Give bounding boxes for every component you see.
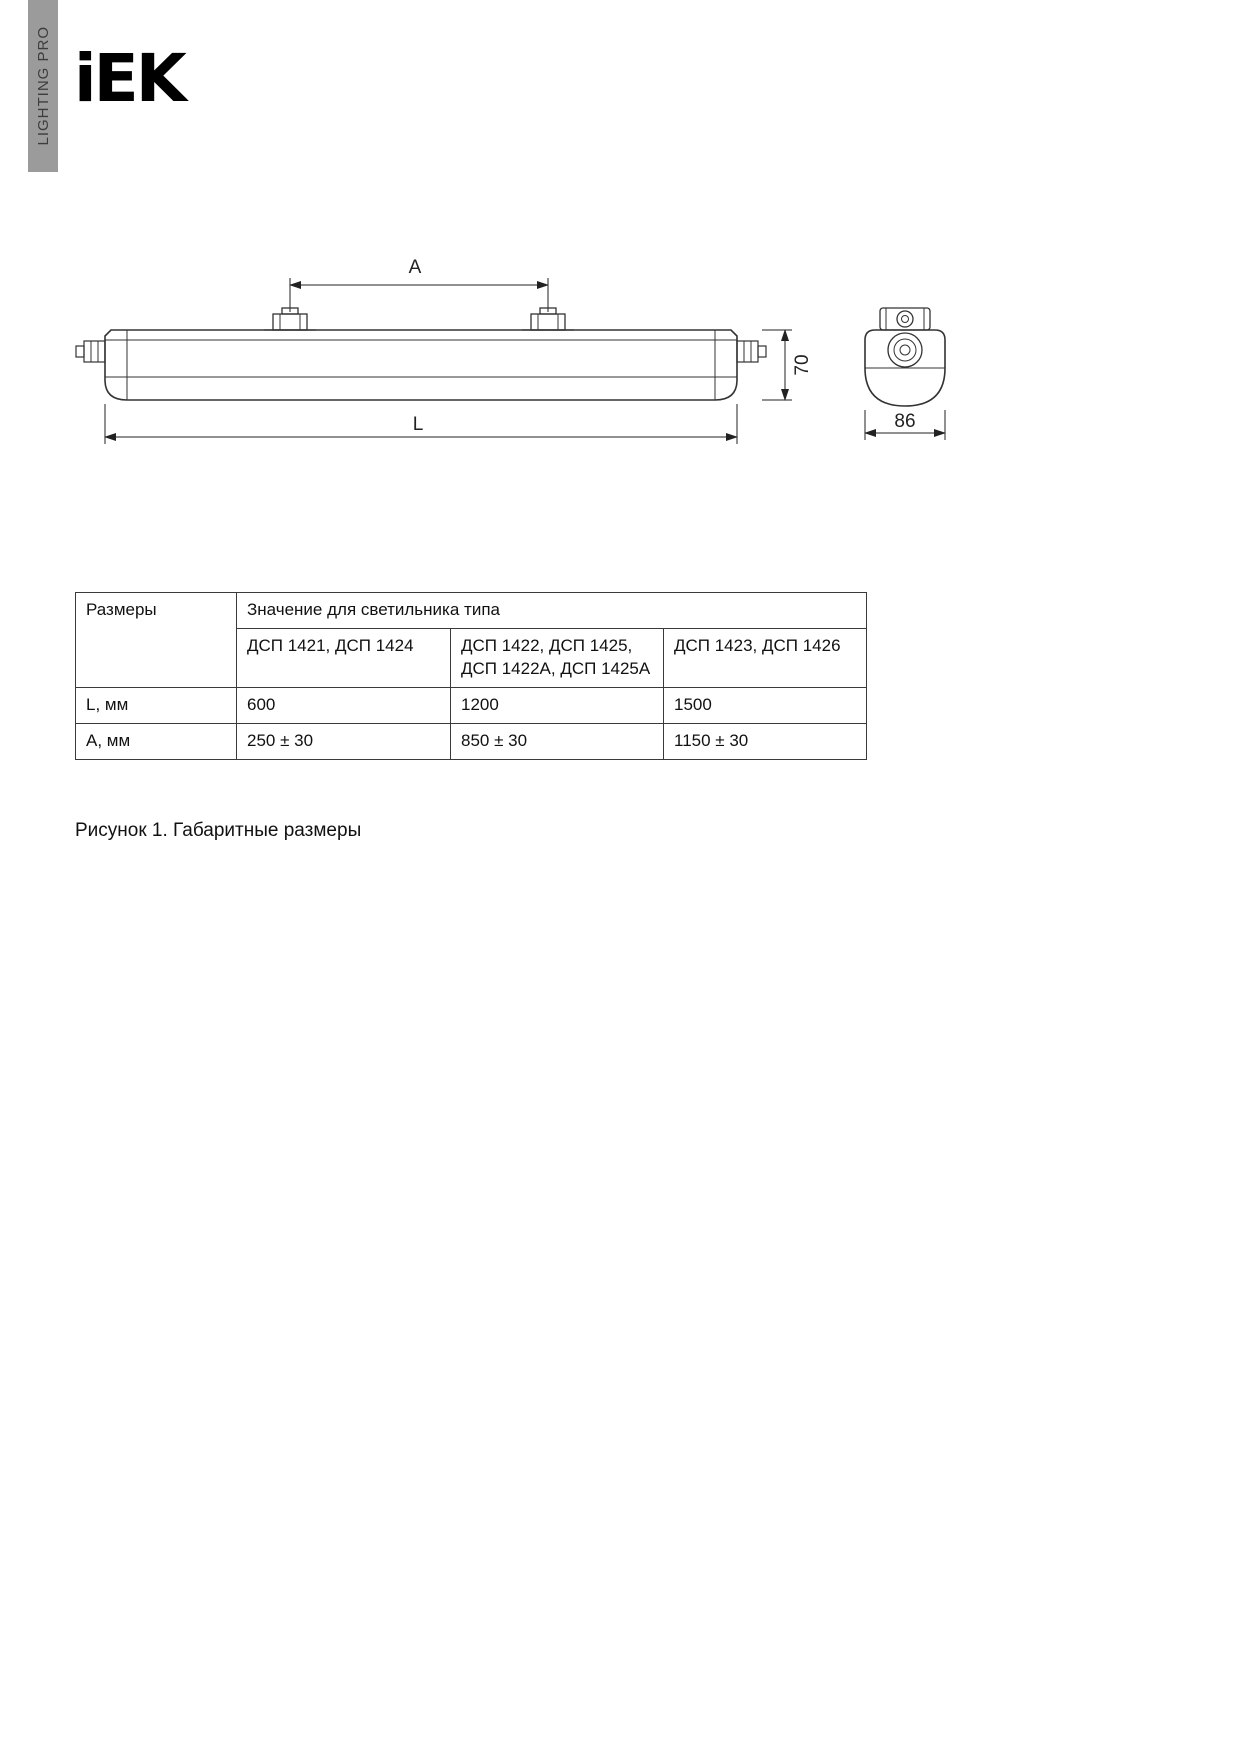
table-header-group: Значение для светильника типа <box>237 593 867 629</box>
value-l-2: 1200 <box>451 687 664 723</box>
dim-width-label: 86 <box>894 411 916 432</box>
luminaire-dimension-drawing <box>70 240 960 470</box>
value-a-3: 1150 ± 30 <box>664 723 867 759</box>
dim-l-label: L <box>412 414 424 435</box>
table-header-type-1: ДСП 1421, ДСП 1424 <box>237 628 451 687</box>
lighting-pro-label: LIGHTING PRO <box>34 26 52 146</box>
table-header-type-2: ДСП 1422, ДСП 1425, ДСП 1422А, ДСП 1425А <box>451 628 664 687</box>
figure-caption: Рисунок 1. Габаритные размеры <box>75 820 362 841</box>
luminaire-side-view <box>76 330 766 400</box>
dim-height-label: 70 <box>792 354 813 376</box>
dimensions-table <box>75 592 867 760</box>
dimension-height <box>762 330 792 400</box>
table-row <box>76 723 867 759</box>
value-a-1: 250 ± 30 <box>237 723 451 759</box>
luminaire-end-view <box>865 308 945 406</box>
iek-logo: iEK <box>74 40 184 117</box>
lighting-pro-tab <box>28 0 58 172</box>
value-a-2: 850 ± 30 <box>451 723 664 759</box>
table-header-type-3: ДСП 1423, ДСП 1426 <box>664 628 867 687</box>
table-row <box>76 593 867 629</box>
value-l-1: 600 <box>237 687 451 723</box>
value-l-3: 1500 <box>664 687 867 723</box>
row-label-a: А, мм <box>76 723 237 759</box>
dimension-a <box>290 278 548 312</box>
row-label-l: L, мм <box>76 687 237 723</box>
table-header-sizes: Размеры <box>76 593 237 688</box>
table-row <box>76 687 867 723</box>
dim-a-label: A <box>408 257 422 278</box>
